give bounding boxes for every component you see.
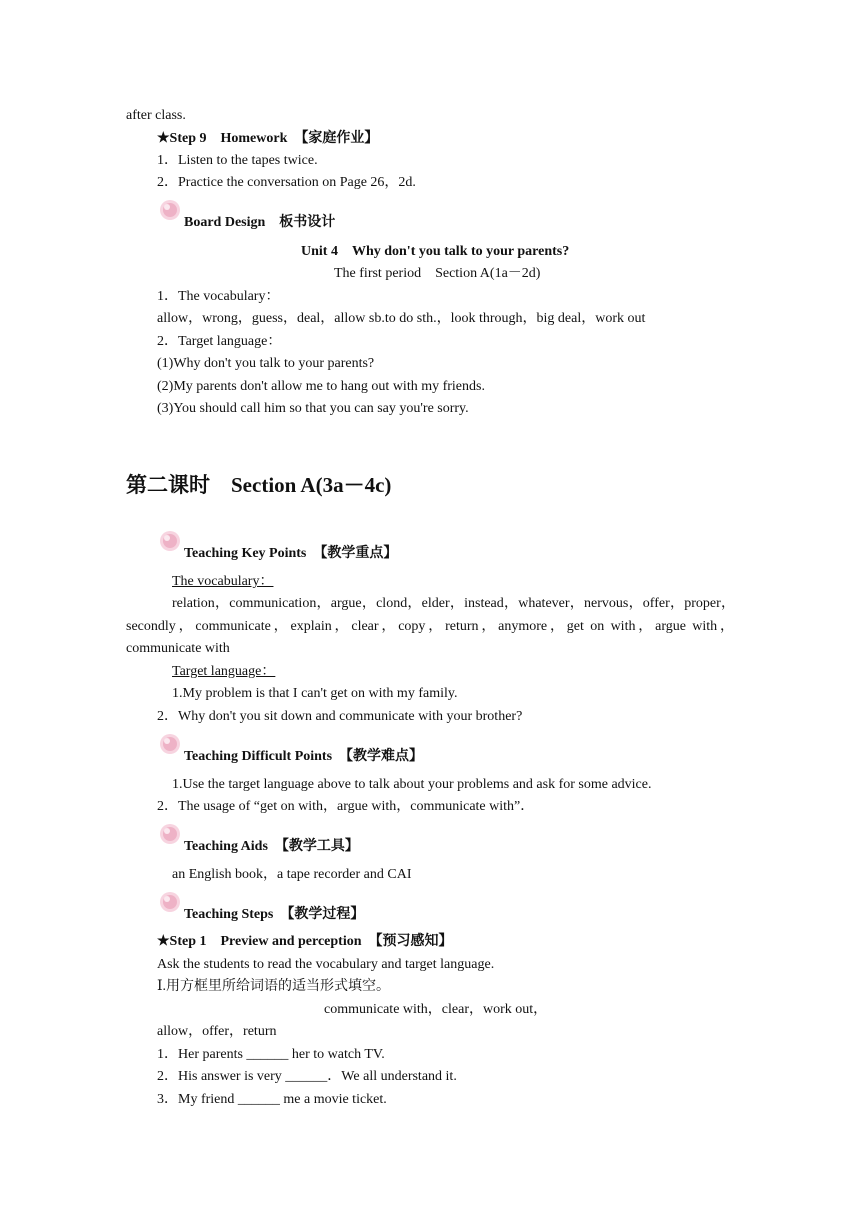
step1-heading: ★Step 1 Preview and perception 【预习感知】	[157, 934, 453, 949]
word-box-line: communicate with，clear，work out，	[324, 1002, 548, 1017]
teaching-aids-heading: Teaching Aids 【教学工具】	[184, 839, 359, 854]
text-line: Target language：	[172, 664, 276, 679]
flower-bullet-icon	[159, 733, 181, 755]
text-line: relation，communication，argue，clond，elder，instead，whatever，nervous，offer，proper，	[172, 596, 735, 611]
homework-item: 1．Listen to the tapes twice.	[157, 153, 318, 168]
text-line: 2．Why don't you sit down and communicate with your brother?	[157, 709, 523, 724]
board-title: Unit 4 Why don't you talk to your parents?	[301, 244, 570, 259]
text-line: Ⅰ.用方框里所给词语的适当形式填空。	[157, 979, 391, 994]
step9-heading: ★Step 9 Homework 【家庭作业】	[157, 131, 379, 146]
homework-item: 2．Practice the conversation on Page 26，2d.	[157, 175, 416, 190]
board-design-heading: Board Design 板书设计	[184, 215, 336, 230]
key-points-heading: Teaching Key Points 【教学重点】	[184, 546, 398, 561]
text-line: an English book，a tape recorder and CAI	[172, 867, 412, 882]
text-line: 1．The vocabulary：	[157, 289, 280, 304]
exercise-item: 1．Her parents ______ her to watch TV.	[157, 1047, 385, 1062]
word-box-line: allow，offer，return	[157, 1024, 277, 1039]
text-line: secondly，communicate，explain，clear，copy，return，anymore，get on with，argue with，	[126, 619, 734, 634]
text-line: The vocabulary：	[172, 574, 274, 589]
teaching-steps-heading: Teaching Steps 【教学过程】	[184, 907, 365, 922]
text-line: (1)Why don't you talk to your parents?	[157, 356, 375, 371]
flower-bullet-icon	[159, 891, 181, 913]
exercise-item: 2．His answer is very ______．We all understand it.	[157, 1069, 457, 1084]
text-line: 1.My problem is that I can't get on with my family.	[172, 686, 458, 701]
flower-bullet-icon	[159, 199, 181, 221]
text-line: 2．Target language：	[157, 334, 282, 349]
text-line: after class.	[126, 108, 186, 123]
text-line: 1.Use the target language above to talk about your problems and ask for some advice.	[172, 777, 652, 792]
section-title: 第二课时 Section A(3a－4c)	[126, 473, 392, 497]
flower-bullet-icon	[159, 530, 181, 552]
flower-bullet-icon	[159, 823, 181, 845]
text-line: allow，wrong，guess，deal，allow sb.to do sth.，look through，big deal，work out	[157, 311, 646, 326]
board-subtitle: The first period Section A(1a－2d)	[334, 266, 541, 281]
text-line: (3)You should call him so that you can say you're sorry.	[157, 401, 469, 416]
difficult-points-heading: Teaching Difficult Points 【教学难点】	[184, 749, 424, 764]
exercise-item: 3．My friend ______ me a movie ticket.	[157, 1092, 387, 1107]
text-line: (2)My parents don't allow me to hang out with my friends.	[157, 379, 485, 394]
text-line: 2．The usage of “get on with，argue with，communicate with”．	[157, 799, 535, 814]
text-line: Ask the students to read the vocabulary and target language.	[157, 957, 495, 972]
text-line: communicate with	[126, 641, 230, 656]
